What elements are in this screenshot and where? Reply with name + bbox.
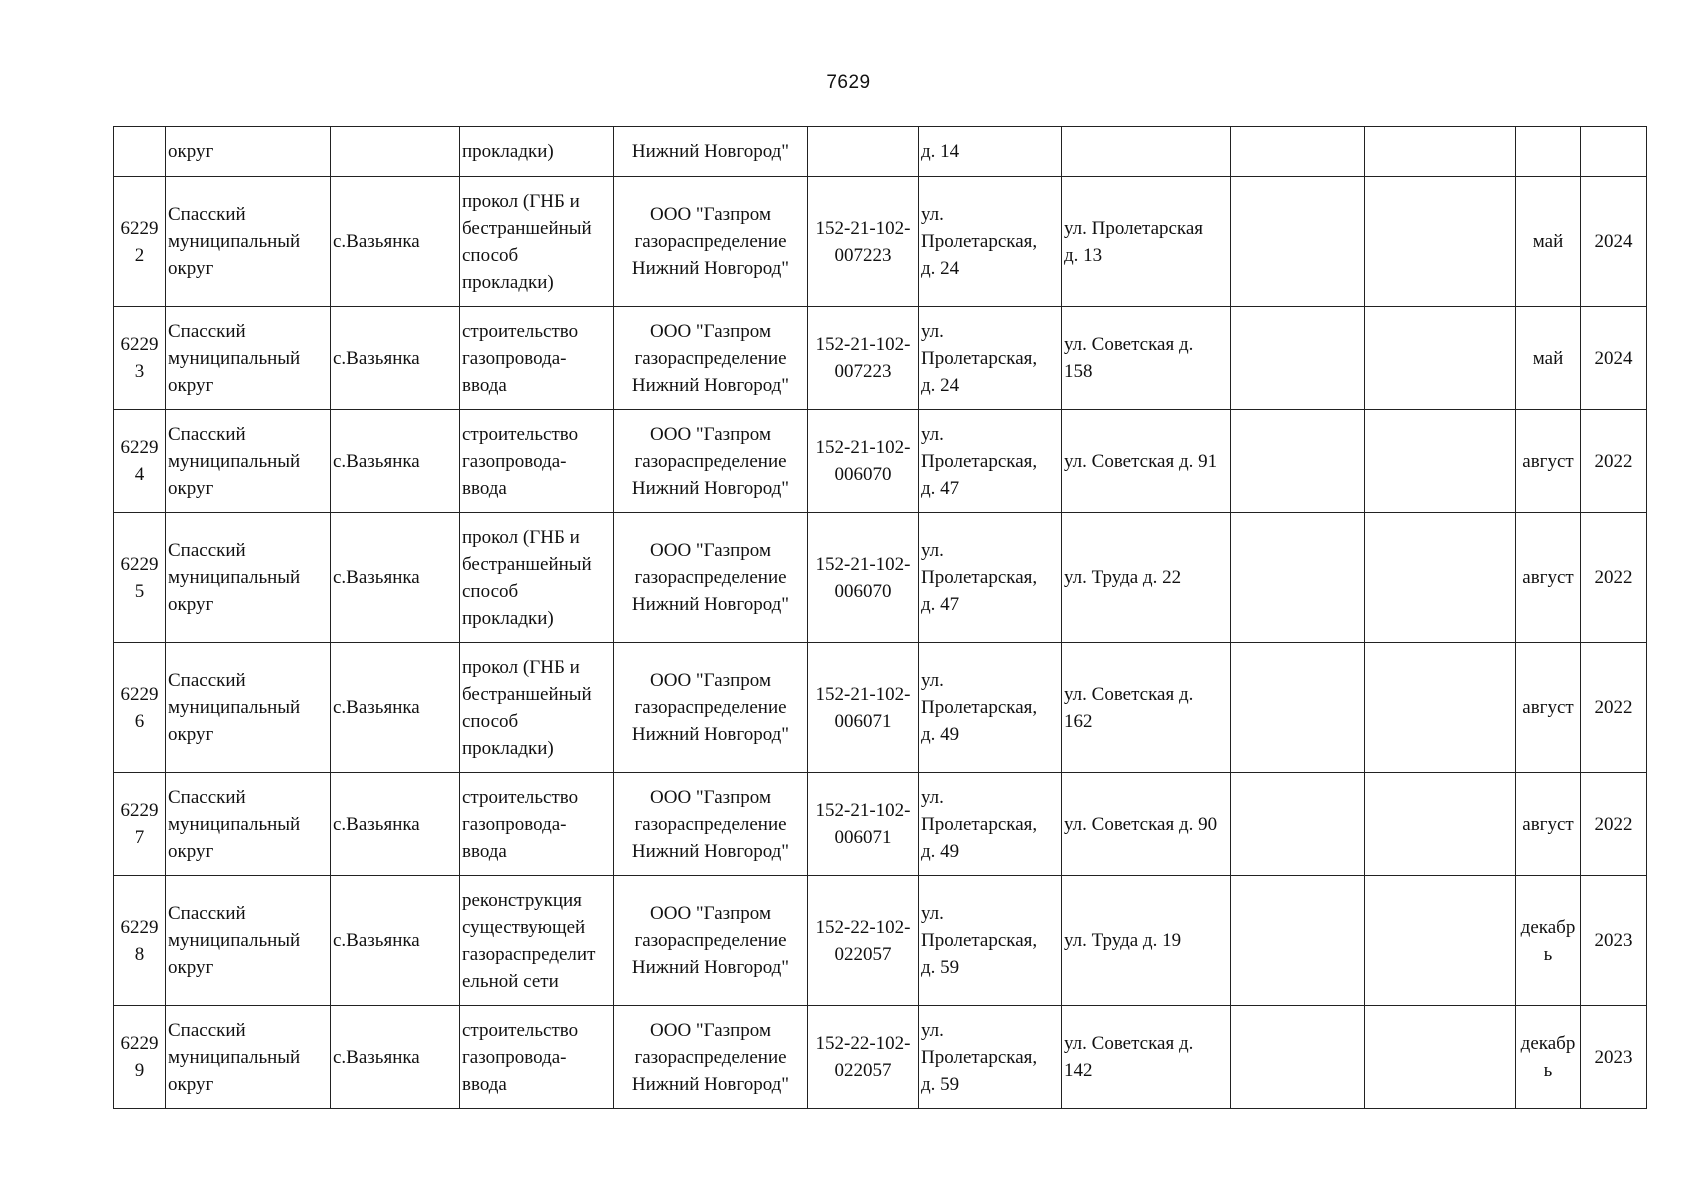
cell-district: Спасский муниципальный округ xyxy=(166,876,331,1006)
table-row xyxy=(114,177,1647,307)
cell-locality: с.Вазьянка xyxy=(331,513,460,643)
cell-empty-1 xyxy=(1231,1006,1365,1109)
cell-address-to: ул. Советская д. 158 xyxy=(1062,307,1231,410)
cell-district: Спасский муниципальный округ xyxy=(166,307,331,410)
continuation-row xyxy=(114,127,1647,177)
register-table xyxy=(113,126,1647,1109)
cell-address-from: ул. Пролетарская, д. 47 xyxy=(919,513,1062,643)
cell-operator: ООО "Газпром газораспределение Нижний Новгород" xyxy=(614,643,808,773)
cell-locality: с.Вазьянка xyxy=(331,773,460,876)
cell-year: 2023 xyxy=(1581,1006,1647,1109)
cell-district: Спасский муниципальный округ xyxy=(166,1006,331,1109)
cell-address-to xyxy=(1062,127,1231,177)
cell-code: 152-21-102- 006070 xyxy=(808,410,919,513)
cell-code: 152-21-102- 007223 xyxy=(808,177,919,307)
cell-empty-2 xyxy=(1365,643,1516,773)
cell-empty-2 xyxy=(1365,307,1516,410)
cell-operator: ООО "Газпром газораспределение Нижний Новгород" xyxy=(614,177,808,307)
cell-empty-1 xyxy=(1231,177,1365,307)
cell-month: август xyxy=(1516,513,1581,643)
cell-empty-1 xyxy=(1231,307,1365,410)
cell-method: строительство газопровода- ввода xyxy=(460,307,614,410)
cell-empty-1 xyxy=(1231,643,1365,773)
cell-empty-1 xyxy=(1231,876,1365,1006)
cell-locality xyxy=(331,127,460,177)
table-row xyxy=(114,513,1647,643)
cell-num: 6229 4 xyxy=(114,410,166,513)
cell-address-to: ул. Труда д. 22 xyxy=(1062,513,1231,643)
cell-method: реконструкция существующей газораспределит ельной сети xyxy=(460,876,614,1006)
cell-code: 152-22-102- 022057 xyxy=(808,876,919,1006)
cell-month: декабр ь xyxy=(1516,876,1581,1006)
cell-address-to: ул. Пролетарская д. 13 xyxy=(1062,177,1231,307)
cell-empty-2 xyxy=(1365,513,1516,643)
table-body xyxy=(114,127,1647,1109)
cell-address-from: ул. Пролетарская, д. 59 xyxy=(919,876,1062,1006)
cell-num: 6229 2 xyxy=(114,177,166,307)
cell-district: округ xyxy=(166,127,331,177)
cell-empty-1 xyxy=(1231,127,1365,177)
cell-empty-1 xyxy=(1231,410,1365,513)
cell-district: Спасский муниципальный округ xyxy=(166,513,331,643)
cell-year: 2024 xyxy=(1581,177,1647,307)
cell-num: 6229 9 xyxy=(114,1006,166,1109)
cell-district: Спасский муниципальный округ xyxy=(166,410,331,513)
cell-code: 152-21-102- 006071 xyxy=(808,773,919,876)
page-number: 7629 xyxy=(826,72,871,93)
cell-method: строительство газопровода- ввода xyxy=(460,773,614,876)
cell-address-from: ул. Пролетарская, д. 49 xyxy=(919,643,1062,773)
cell-empty-2 xyxy=(1365,177,1516,307)
cell-method: прокол (ГНБ и бестраншейный способ прокладки) xyxy=(460,177,614,307)
cell-operator: ООО "Газпром газораспределение Нижний Новгород" xyxy=(614,876,808,1006)
cell-operator: ООО "Газпром газораспределение Нижний Новгород" xyxy=(614,307,808,410)
cell-num: 6229 5 xyxy=(114,513,166,643)
cell-year: 2024 xyxy=(1581,307,1647,410)
table-row xyxy=(114,410,1647,513)
cell-year: 2022 xyxy=(1581,773,1647,876)
cell-address-to: ул. Труда д. 19 xyxy=(1062,876,1231,1006)
cell-empty-2 xyxy=(1365,773,1516,876)
cell-method: прокол (ГНБ и бестраншейный способ прокладки) xyxy=(460,643,614,773)
cell-year: 2022 xyxy=(1581,513,1647,643)
table-row xyxy=(114,307,1647,410)
cell-address-from: ул. Пролетарская, д. 24 xyxy=(919,177,1062,307)
cell-method: строительство газопровода- ввода xyxy=(460,1006,614,1109)
cell-locality: с.Вазьянка xyxy=(331,1006,460,1109)
cell-address-to: ул. Советская д. 142 xyxy=(1062,1006,1231,1109)
cell-operator: ООО "Газпром газораспределение Нижний Новгород" xyxy=(614,773,808,876)
cell-num xyxy=(114,127,166,177)
cell-method: прокол (ГНБ и бестраншейный способ прокладки) xyxy=(460,513,614,643)
cell-month: декабр ь xyxy=(1516,1006,1581,1109)
cell-locality: с.Вазьянка xyxy=(331,307,460,410)
cell-address-to: ул. Советская д. 90 xyxy=(1062,773,1231,876)
cell-year: 2023 xyxy=(1581,876,1647,1006)
cell-code: 152-21-102- 007223 xyxy=(808,307,919,410)
cell-address-from: ул. Пролетарская, д. 59 xyxy=(919,1006,1062,1109)
table-row xyxy=(114,643,1647,773)
cell-empty-2 xyxy=(1365,876,1516,1006)
cell-method: строительство газопровода- ввода xyxy=(460,410,614,513)
cell-address-to: ул. Советская д. 91 xyxy=(1062,410,1231,513)
table-row xyxy=(114,876,1647,1006)
cell-code: 152-21-102- 006071 xyxy=(808,643,919,773)
cell-year: 2022 xyxy=(1581,410,1647,513)
cell-operator: ООО "Газпром газораспределение Нижний Новгород" xyxy=(614,513,808,643)
cell-locality: с.Вазьянка xyxy=(331,876,460,1006)
cell-code xyxy=(808,127,919,177)
cell-month: август xyxy=(1516,643,1581,773)
cell-address-from: ул. Пролетарская, д. 24 xyxy=(919,307,1062,410)
cell-month: май xyxy=(1516,307,1581,410)
cell-month xyxy=(1516,127,1581,177)
cell-month: май xyxy=(1516,177,1581,307)
cell-num: 6229 6 xyxy=(114,643,166,773)
cell-empty-1 xyxy=(1231,513,1365,643)
cell-locality: с.Вазьянка xyxy=(331,177,460,307)
cell-empty-1 xyxy=(1231,773,1365,876)
cell-code: 152-21-102- 006070 xyxy=(808,513,919,643)
cell-num: 6229 3 xyxy=(114,307,166,410)
cell-locality: с.Вазьянка xyxy=(331,410,460,513)
cell-operator: ООО "Газпром газораспределение Нижний Новгород" xyxy=(614,1006,808,1109)
cell-empty-2 xyxy=(1365,127,1516,177)
cell-address-from: д. 14 xyxy=(919,127,1062,177)
cell-method: прокладки) xyxy=(460,127,614,177)
cell-year: 2022 xyxy=(1581,643,1647,773)
cell-empty-2 xyxy=(1365,1006,1516,1109)
cell-address-from: ул. Пролетарская, д. 47 xyxy=(919,410,1062,513)
cell-district: Спасский муниципальный округ xyxy=(166,177,331,307)
cell-num: 6229 7 xyxy=(114,773,166,876)
cell-district: Спасский муниципальный округ xyxy=(166,773,331,876)
cell-month: август xyxy=(1516,410,1581,513)
cell-empty-2 xyxy=(1365,410,1516,513)
cell-operator: ООО "Газпром газораспределение Нижний Новгород" xyxy=(614,410,808,513)
table-row xyxy=(114,773,1647,876)
cell-operator: Нижний Новгород" xyxy=(614,127,808,177)
cell-address-from: ул. Пролетарская, д. 49 xyxy=(919,773,1062,876)
table-row xyxy=(114,1006,1647,1109)
cell-year xyxy=(1581,127,1647,177)
cell-code: 152-22-102- 022057 xyxy=(808,1006,919,1109)
cell-address-to: ул. Советская д. 162 xyxy=(1062,643,1231,773)
cell-locality: с.Вазьянка xyxy=(331,643,460,773)
cell-month: август xyxy=(1516,773,1581,876)
cell-num: 6229 8 xyxy=(114,876,166,1006)
cell-district: Спасский муниципальный округ xyxy=(166,643,331,773)
